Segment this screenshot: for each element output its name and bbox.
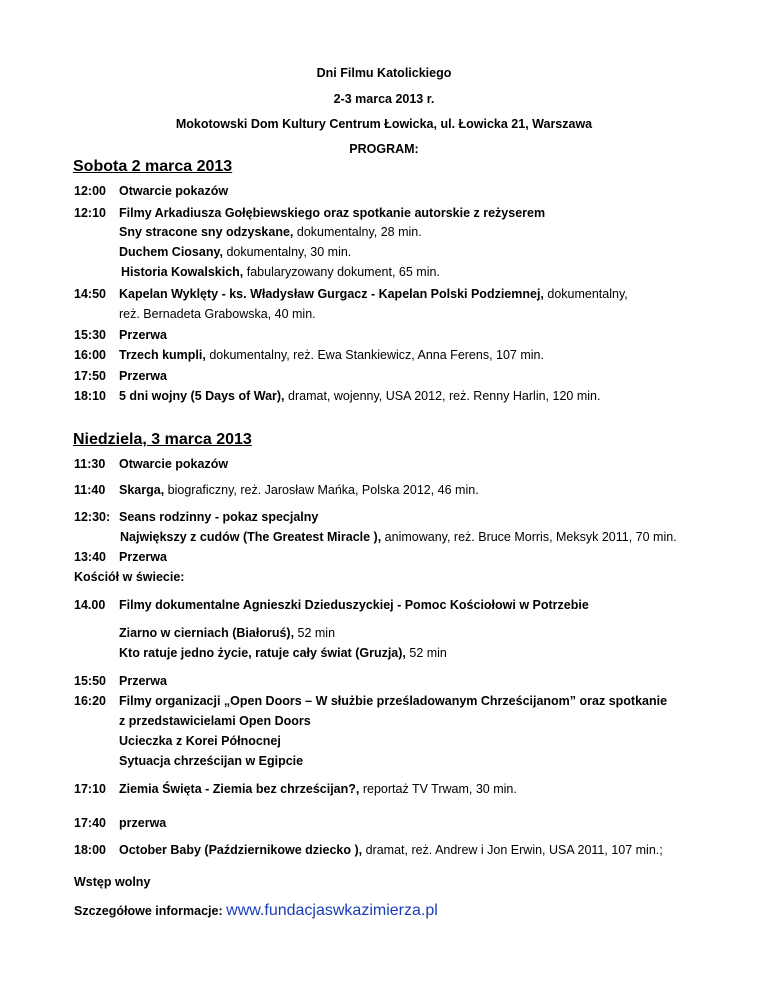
film-desc: fabularyzowany dokument, 65 min.: [243, 265, 440, 279]
saturday-item-2: Filmy Arkadiusza Gołębiewskiego oraz spotkanie autorskie z reżyserem: [119, 206, 546, 220]
saturday-time-5: 16:00: [74, 348, 106, 362]
sunday-item-4: Przerwa: [119, 550, 167, 564]
film-line-3: [121, 265, 440, 279]
film-desc: dramat, reż. Andrew i Jon Erwin, USA 2011, 107 min.;: [362, 843, 663, 857]
saturday-item-5: [119, 348, 544, 362]
sunday-time-6: 15:50: [74, 674, 106, 688]
film-desc: dramat, wojenny, USA 2012, reż. Renny Harlin, 120 min.: [284, 389, 601, 403]
saturday-time-7: 18:10: [74, 389, 106, 403]
film-desc: reportaż TV Trwam, 30 min.: [359, 782, 517, 796]
sunday-item-2: [119, 483, 479, 497]
film-line-2: [119, 245, 351, 259]
sunday-heading: Niedziela, 3 marca 2013: [73, 431, 252, 448]
film-desc: biograficzny, reż. Jarosław Mańka, Polska 2012, 46 min.: [164, 483, 479, 497]
saturday-item-7: [119, 389, 600, 403]
sunday-time-10: 18:00: [74, 843, 106, 857]
sunday-item-6: Przerwa: [119, 674, 167, 688]
saturday-item-6: Przerwa: [119, 369, 167, 383]
sunday-item-10: [119, 843, 663, 857]
film-desc: 52 min: [405, 646, 447, 660]
sunday-time-1: 11:30: [74, 457, 106, 471]
saturday-time-2: 12:10: [74, 206, 106, 220]
film-title: Ziemia Święta - Ziemia bez chrześcijan?,: [119, 782, 360, 796]
saturday-time-3: 14:50: [74, 287, 106, 301]
saturday-time-4: 15:30: [74, 328, 106, 342]
saturday-item-3: [119, 287, 628, 301]
saturday-heading: Sobota 2 marca 2013: [73, 158, 233, 175]
sunday-item-1: Otwarcie pokazów: [119, 457, 229, 471]
saturday-item-3-director: reż. Bernadeta Grabowska, 40 min.: [119, 307, 316, 321]
sunday-time-7: 16:20: [74, 694, 106, 708]
film-desc: dokumentalny, reż. Ewa Stankiewicz, Anna Ferens, 107 min.: [205, 348, 544, 362]
sunday-item-7: Filmy organizacji „Open Doors – W służbie prześladowanym Chrześcijanom” oraz spotkanie: [119, 694, 668, 708]
film-title: Kto ratuje jedno życie, ratuje cały świat (Gruzja),: [119, 646, 406, 660]
info-label: Szczegółowe informacje:: [74, 904, 223, 918]
sunday-item-8: [119, 782, 517, 796]
film-title: 5 dni wojny (5 Days of War),: [119, 389, 285, 403]
document-title: Dni Filmu Katolickiego: [316, 66, 452, 80]
film-title: Największy z cudów (The Greatest Miracle ),: [120, 530, 382, 544]
sunday-time-2: 11:40: [74, 483, 106, 497]
sunday-time-5: 14.00: [74, 598, 106, 612]
saturday-item-1: Otwarcie pokazów: [119, 184, 229, 198]
sunday-time-8: 17:10: [74, 782, 106, 796]
sunday-time-3: 12:30:: [74, 510, 111, 524]
film-line-5: [119, 626, 335, 640]
sunday-item-5: Filmy dokumentalne Agnieszki Dzieduszyckiej - Pomoc Kościołowi w Potrzebie: [119, 598, 589, 612]
film-title: Duchem Ciosany,: [119, 245, 223, 259]
film-title: October Baby (Październikowe dziecko ),: [119, 843, 363, 857]
website-link[interactable]: www.fundacjaswkazimierza.pl: [226, 902, 438, 919]
film-line-1: [119, 225, 422, 239]
saturday-item-4: Przerwa: [119, 328, 167, 342]
film-title: Trzech kumpli,: [119, 348, 206, 362]
event-venue: Mokotowski Dom Kultury Centrum Łowicka, ul. Łowicka 21, Warszawa: [175, 117, 593, 131]
film-title: Skarga,: [119, 483, 165, 497]
sunday-item-3: Seans rodzinny - pokaz specjalny: [119, 510, 319, 524]
film-line-4: [120, 530, 677, 544]
program-label: PROGRAM:: [349, 142, 419, 156]
entry-free: Wstęp wolny: [74, 875, 151, 889]
saturday-time-1: 12:00: [74, 184, 106, 198]
film-line-6: [119, 646, 447, 660]
film-desc: animowany, reż. Bruce Morris, Meksyk 2011, 70 min.: [381, 530, 677, 544]
film-title: Sny stracone sny odzyskane,: [119, 225, 294, 239]
film-desc: dokumentalny, 30 min.: [222, 245, 352, 259]
film-desc: 52 min: [294, 626, 336, 640]
saturday-time-6: 17:50: [74, 369, 106, 383]
film-line-8: Sytuacja chrześcijan w Egipcie: [119, 754, 304, 768]
church-section-label: Kościół w świecie:: [74, 570, 185, 584]
film-desc: dokumentalny, 28 min.: [293, 225, 422, 239]
film-line-7: Ucieczka z Korei Północnej: [119, 734, 281, 748]
event-dates: 2-3 marca 2013 r.: [333, 92, 435, 106]
film-title: Ziarno w cierniach (Białoruś),: [119, 626, 295, 640]
info-line: [74, 902, 438, 920]
sunday-time-4: 13:40: [74, 550, 106, 564]
film-title: Historia Kowalskich,: [121, 265, 244, 279]
sunday-item-9: przerwa: [119, 816, 167, 830]
film-desc: dokumentalny,: [543, 287, 628, 301]
sunday-time-9: 17:40: [74, 816, 106, 830]
film-title: Kapelan Wyklęty - ks. Władysław Gurgacz - Kapelan Polski Podziemnej,: [119, 287, 544, 301]
sunday-item-7-cont: z przedstawicielami Open Doors: [119, 714, 311, 728]
